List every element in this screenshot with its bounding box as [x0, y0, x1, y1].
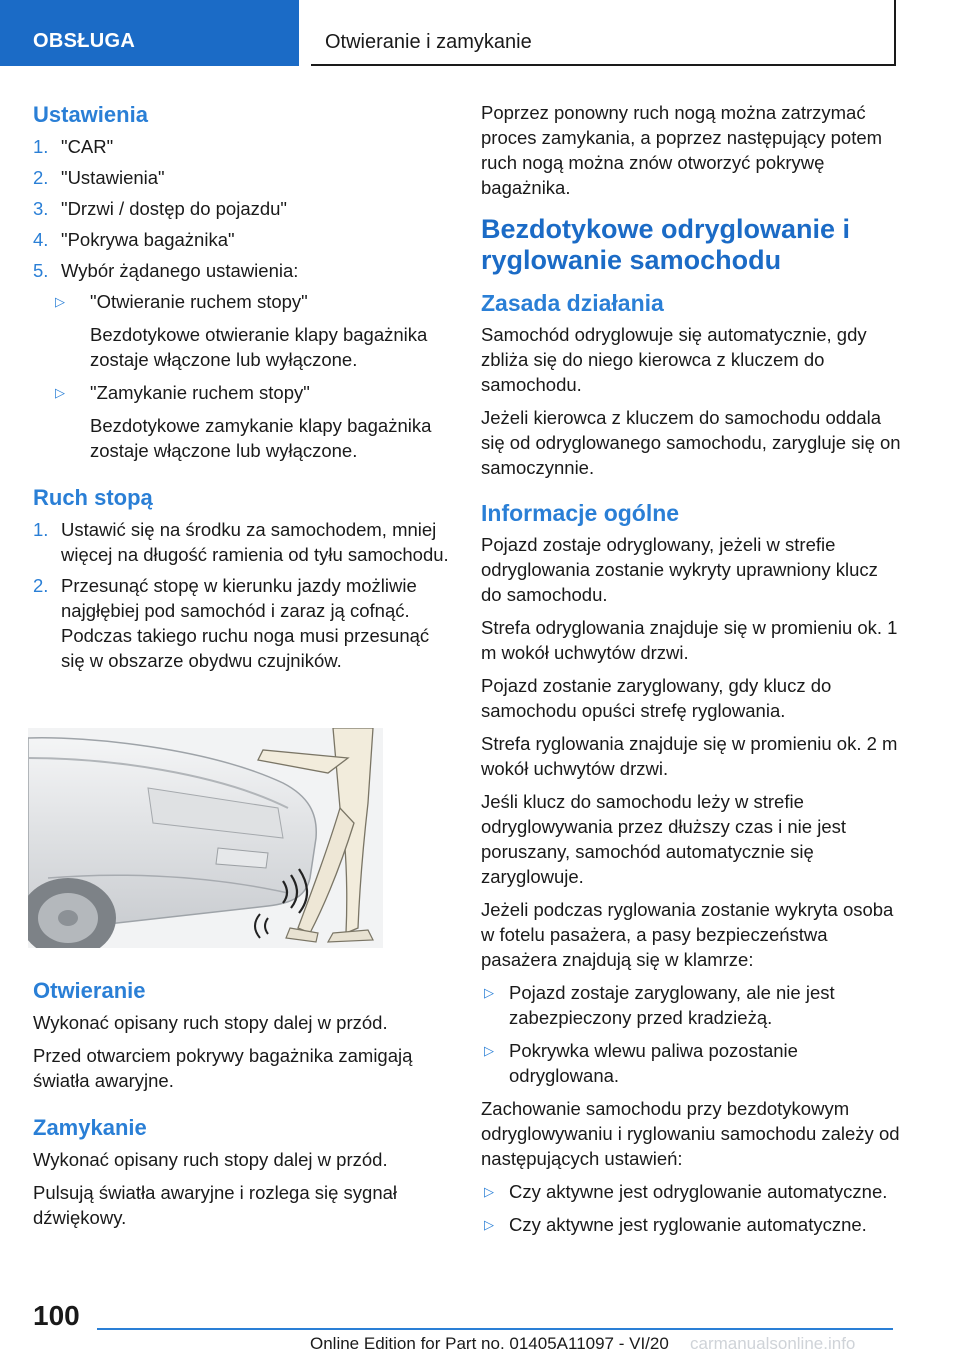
step-number: 1.: [33, 519, 49, 540]
car-rear-foot-sensor-image: [28, 728, 383, 948]
step-number: 2.: [33, 167, 49, 188]
option-label: "Zamykanie ruchem stopy": [90, 382, 310, 403]
step-number: 1.: [33, 136, 49, 157]
informacje-text-7: Zachowanie samochodu przy bezdotykowym odryglowywaniu i ryglowaniu samochodu zależy od następujących ustawień:: [481, 1098, 900, 1169]
list-item: [33, 380, 451, 463]
ruch-stopa-heading: Ruch stopą: [33, 485, 153, 510]
otwieranie-heading: Otwieranie: [33, 978, 146, 1003]
settings-bullets: [481, 1179, 901, 1237]
footer-edition: Online Edition for Part no. 01405A11097 - VI/20: [310, 1334, 669, 1353]
header-section-label: OBSŁUGA: [33, 30, 136, 52]
list-item: [33, 517, 451, 567]
header-section-tab: [0, 0, 299, 66]
footer-divider: [97, 1328, 893, 1330]
step-text: "Drzwi / dostęp do pojazdu": [61, 198, 288, 219]
list-item: [481, 1179, 901, 1204]
bullet-text: Pojazd zostaje zaryglowany, ale nie jest zabezpieczony przed kradzieżą.: [509, 982, 835, 1028]
ustawienia-steps: [33, 134, 451, 283]
zasada-heading: Zasada działania: [481, 290, 664, 316]
zamykanie-text-1: Wykonać opisany ruch stopy dalej w przód.: [33, 1149, 388, 1170]
informacje-text-4: Strefa ryglowania znajduje się w promieniu ok. 2 m wokół uchwytów drzwi.: [481, 733, 898, 779]
bullet-text: Pokrywka wlewu paliwa pozostanie odryglowana.: [509, 1040, 798, 1086]
passenger-bullets: [481, 980, 901, 1088]
zamykanie-heading: Zamykanie: [33, 1115, 147, 1140]
otwieranie-text-1: Wykonać opisany ruch stopy dalej w przód.: [33, 1012, 388, 1033]
step-text: "Pokrywa bagażnika": [61, 229, 235, 250]
step-number: 3.: [33, 198, 49, 219]
ruch-stopa-steps: [33, 517, 451, 673]
step-number: 5.: [33, 260, 49, 281]
intro-paragraph: Poprzez ponowny ruch nogą można zatrzymać proces zamykania, a poprzez następujący potem ruch nogą można znów otworzyć pokrywę bagażnika.: [481, 102, 883, 198]
step-number: 2.: [33, 575, 49, 596]
option-description: Bezdotykowe otwieranie klapy bagażnika zostaje włączone lub wyłączone.: [90, 324, 428, 370]
left-column-lower: [33, 976, 451, 1238]
ustawienia-options: [33, 289, 451, 463]
triangle-bullet-icon: ▷: [484, 1043, 494, 1058]
list-item: [481, 980, 901, 1030]
list-item: [481, 1212, 901, 1237]
step-text: "Ustawienia": [61, 167, 165, 188]
list-item: [33, 573, 451, 673]
list-item: [33, 289, 451, 372]
step-text: Ustawić się na środku za samochodem, mniej więcej na długość ramienia od tyłu samochodu.: [61, 519, 449, 565]
option-description: Bezdotykowe zamykanie klapy bagażnika zostaje włączone lub wyłączone.: [90, 415, 432, 461]
list-item: [33, 196, 451, 221]
page-number: 100: [33, 1300, 80, 1331]
informacje-text-6: Jeżeli podczas ryglowania zostanie wykryta osoba w fotelu pasażera, a pasy bezpieczeństwa pasażera znajdują się w klamrze:: [481, 899, 894, 970]
main-section-title: Bezdotykowe odryglowanie i ryglowanie samochodu: [481, 214, 851, 275]
option-label: "Otwieranie ruchem stopy": [90, 291, 308, 312]
list-item: [33, 134, 451, 159]
list-item: [33, 165, 451, 190]
triangle-bullet-icon: ▷: [484, 1217, 494, 1232]
informacje-heading: Informacje ogólne: [481, 500, 680, 526]
otwieranie-text-2: Przed otwarciem pokrywy bagażnika zamigają światła awaryjne.: [33, 1045, 413, 1091]
zasada-text-2: Jeżeli kierowca z kluczem do samochodu oddala się od odryglowanego samochodu, zarygluje się on samoczynnie.: [481, 407, 901, 478]
list-item: [481, 1038, 901, 1088]
step-text: "CAR": [61, 136, 114, 157]
header-chapter-label: Otwieranie i zamykanie: [325, 31, 532, 53]
list-item: [33, 258, 451, 283]
list-item: [33, 227, 451, 252]
zasada-text-1: Samochód odryglowuje się automatycznie, gdy zbliża się do niego kierowca z kluczem do samochodu.: [481, 324, 867, 395]
zamykanie-text-2: Pulsują światła awaryjne i rozlega się sygnał dźwiękowy.: [33, 1182, 398, 1228]
right-column: [481, 100, 901, 1245]
ustawienia-heading: Ustawienia: [33, 102, 148, 127]
triangle-bullet-icon: ▷: [484, 985, 494, 1000]
step-text: Przesunąć stopę w kierunku jazdy możliwie najgłębiej pod samochód i zaraz ją cofnąć. Podczas takiego ruchu noga musi przesunąć się w obszarze obydwu czujników.: [61, 575, 430, 671]
car-foot-illustration: [28, 728, 383, 948]
header-chapter-box: [311, 0, 896, 66]
triangle-bullet-icon: ▷: [55, 294, 65, 309]
triangle-bullet-icon: ▷: [55, 385, 65, 400]
step-text: Wybór żądanego ustawienia:: [61, 260, 299, 281]
step-number: 4.: [33, 229, 49, 250]
triangle-bullet-icon: ▷: [484, 1184, 494, 1199]
bullet-text: Czy aktywne jest odryglowanie automatyczne.: [509, 1181, 888, 1202]
informacje-text-1: Pojazd zostaje odryglowany, jeżeli w strefie odryglowania zostanie wykryty uprawniony klucz do samochodu.: [481, 534, 878, 605]
informacje-text-3: Pojazd zostanie zaryglowany, gdy klucz do samochodu opuści strefę ryglowania.: [481, 675, 832, 721]
footer-watermark: carmanualsonline.info: [690, 1334, 856, 1353]
left-column: [33, 100, 451, 679]
bullet-text: Czy aktywne jest ryglowanie automatyczne.: [509, 1214, 867, 1235]
informacje-text-2: Strefa odryglowania znajduje się w promieniu ok. 1 m wokół uchwytów drzwi.: [481, 617, 898, 663]
informacje-text-5: Jeśli klucz do samochodu leży w strefie odryglowywania przez dłuższy czas i nie jest poruszany, samochód automatycznie się zaryglowuje.: [481, 791, 847, 887]
